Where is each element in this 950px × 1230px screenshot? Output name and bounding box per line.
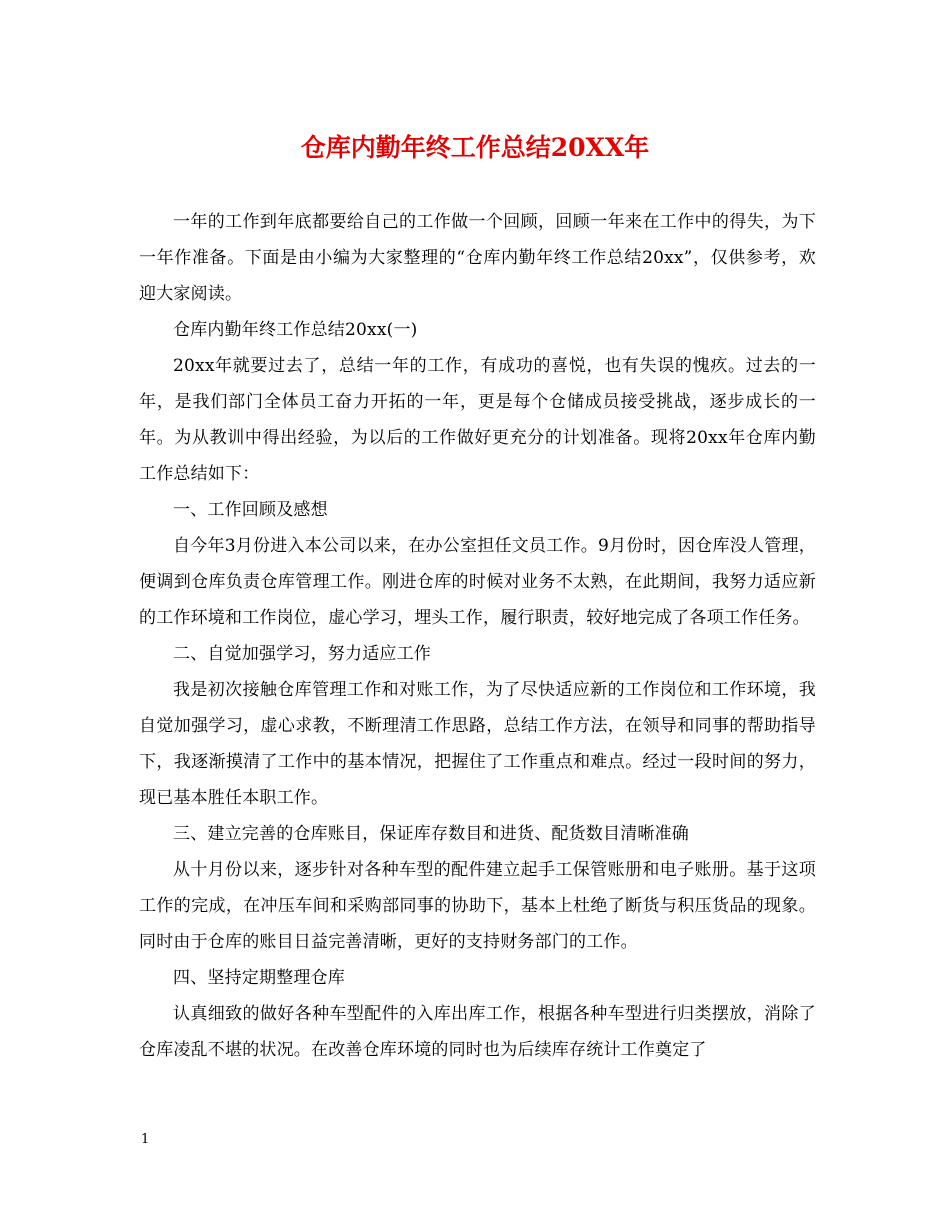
page-number: 1: [141, 1132, 150, 1147]
section-heading-organize: 四、坚持定期整理仓库: [173, 968, 345, 988]
paragraph-intro: 一年的工作到年底都要给自己的工作做一个回顾，回顾一年来在工作中的得失，为下一年作准备。下面是由小编为大家整理的“仓库内勤年终工作总结20xx”，仅供参考，欢迎大家阅读。: [139, 212, 816, 304]
paragraph-organize: 认真细致的做好各种车型配件的入库出库工作，根据各种车型进行归类摆放，消除了仓库凌乱不堪的状况。在改善仓库环境的同时也为后续库存统计工作奠定了: [139, 1004, 816, 1060]
document-body: [139, 204, 816, 1068]
document-title: 仓库内勤年终工作总结20XX年: [300, 133, 650, 162]
paragraph-learning: 我是初次接触仓库管理工作和对账工作，为了尽快适应新的工作岗位和工作环境，我自觉加强学习，虚心求教，不断理清工作思路，总结工作方法，在领导和同事的帮助指导下，我逐渐摸清了工作中的基本情况，把握住了工作重点和难点。经过一段时间的努力，现已基本胜任本职工作。: [139, 680, 816, 808]
section-heading-review: 一、工作回顾及感想: [173, 500, 328, 520]
paragraph-accounts: 从十月份以来，逐步针对各种车型的配件建立起手工保管账册和电子账册。基于这项工作的完成，在冲压车间和采购部同事的协助下，基本上杜绝了断货与积压货品的现象。同时由于仓库的账目日益完善清晰，更好的支持财务部门的工作。: [139, 860, 816, 952]
paragraph-overview: 20xx年就要过去了，总结一年的工作，有成功的喜悦，也有失误的愧疚。过去的一年，是我们部门全体员工奋力开拓的一年，更是每个仓储成员接受挑战，逐步成长的一年。为从教训中得出经验，为以后的工作做好更充分的计划准备。现将20xx年仓库内勤工作总结如下：: [139, 356, 816, 484]
section-heading-part-one: 仓库内勤年终工作总结20xx(一): [173, 320, 418, 340]
section-heading-learning: 二、自觉加强学习，努力适应工作: [173, 644, 431, 664]
paragraph-review: 自今年3月份进入本公司以来，在办公室担任文员工作。9月份时，因仓库没人管理，便调到仓库负责仓库管理工作。刚进仓库的时候对业务不太熟，在此期间，我努力适应新的工作环境和工作岗位，虚心学习，埋头工作，履行职责，较好地完成了各项工作任务。: [139, 536, 816, 628]
section-heading-accounts: 三、建立完善的仓库账目，保证库存数目和进货、配货数目清晰准确: [173, 824, 689, 844]
